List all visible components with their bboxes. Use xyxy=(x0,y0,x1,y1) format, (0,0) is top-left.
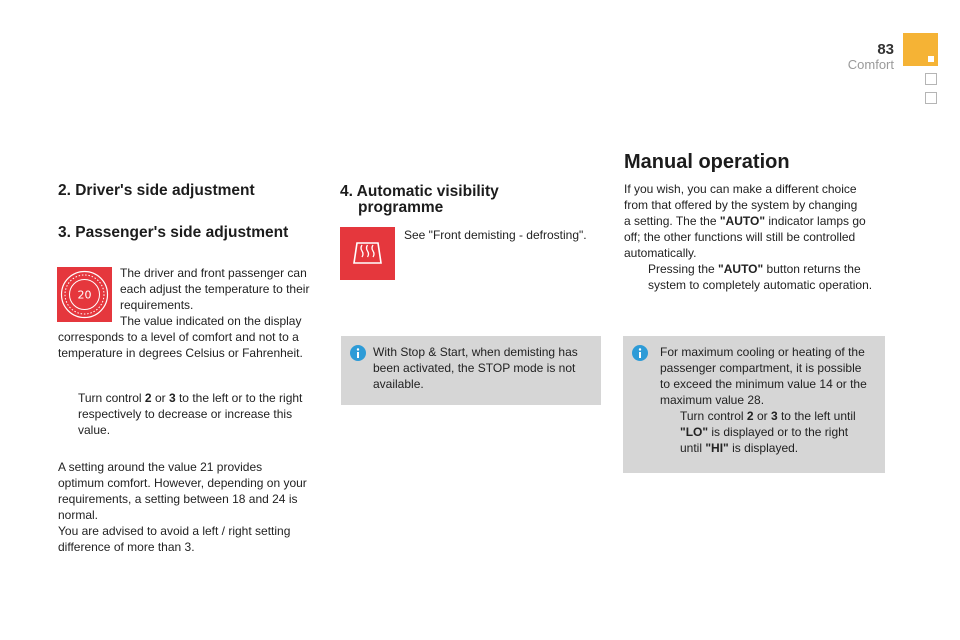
page-number: 83 xyxy=(877,41,894,58)
bullet-icon xyxy=(660,408,680,456)
info-text: For maximum cooling or heating of the passenger compartment, it is possible to exceed the minimum value 14 or the maximum value 28. Turn control 2 or 3 to the left until "LO" is displayed or to the right until "HI" is displayed. xyxy=(660,344,882,456)
dial-value: 20 xyxy=(77,288,92,302)
heading-visibility-1: 4. Automatic visibility xyxy=(340,183,499,200)
bullet-icon xyxy=(624,261,648,293)
intro-text-bottom xyxy=(58,329,328,361)
text-line: The value indicated on the display xyxy=(120,314,302,328)
section-title: Comfort xyxy=(847,56,894,72)
heading-manual-operation: Manual operation xyxy=(624,151,790,173)
text-line: value. xyxy=(78,423,111,437)
heading-passenger-side: 3. Passenger's side adjustment xyxy=(58,224,289,241)
chapter-tab[interactable] xyxy=(925,92,937,104)
info-box-max-cooling xyxy=(623,336,885,473)
demist-button-icon xyxy=(340,227,395,280)
chapter-tab[interactable] xyxy=(925,73,937,85)
tab-marker-icon xyxy=(928,56,934,62)
info-icon xyxy=(632,345,648,361)
temperature-dial-icon xyxy=(57,267,112,322)
auto-button-bullet: Pressing the "AUTO" button returns the system to completely automatic operation. xyxy=(624,261,889,293)
heading-driver-side: 2. Driver's side adjustment xyxy=(58,182,255,199)
page-header xyxy=(848,42,894,71)
info-box-stop-start xyxy=(341,336,601,405)
intro-text-top xyxy=(120,265,320,329)
info-icon xyxy=(350,345,366,361)
chapter-tab-active[interactable] xyxy=(903,33,938,66)
turn-control-bullet: Turn control 2 or 3 to the left or to the right respectively to decrease or increase this value. xyxy=(60,390,330,438)
see-reference-text: See "Front demisting - defrosting". xyxy=(404,228,587,242)
turn-control-bullet: Turn control 2 or 3 to the left until "LO" is displayed or to the right until "HI" is displayed. xyxy=(660,408,882,456)
text-line: each adjust the temperature to their xyxy=(120,282,310,296)
text-line: respectively to decrease or increase this xyxy=(78,407,293,421)
text-line: temperature in degrees Celsius or Fahrenheit. xyxy=(58,346,303,360)
text-line: The driver and front passenger can xyxy=(120,266,307,280)
manual-operation-text: If you wish, you can make a different choice from that offered by the system by changing a setting. The the "AUTO" indicator lamps go off; the other functions will still be controlled automatically. Pressing the "AUTO" button returns the system to completely automatic operation. xyxy=(624,181,889,293)
info-text: With Stop & Start, when demisting has been activated, the STOP mode is not available. xyxy=(373,345,578,391)
text-line: requirements. xyxy=(120,298,194,312)
heading-visibility-2: programme xyxy=(358,199,444,216)
setting-text: A setting around the value 21 provides optimum comfort. However, depending on your requirements, a setting between 18 and 24 is normal. You are advised to avoid a left / right setting difference of more than 3. xyxy=(58,460,307,554)
text-line: corresponds to a level of comfort and not to a xyxy=(58,330,299,344)
bullet-icon xyxy=(60,390,78,438)
